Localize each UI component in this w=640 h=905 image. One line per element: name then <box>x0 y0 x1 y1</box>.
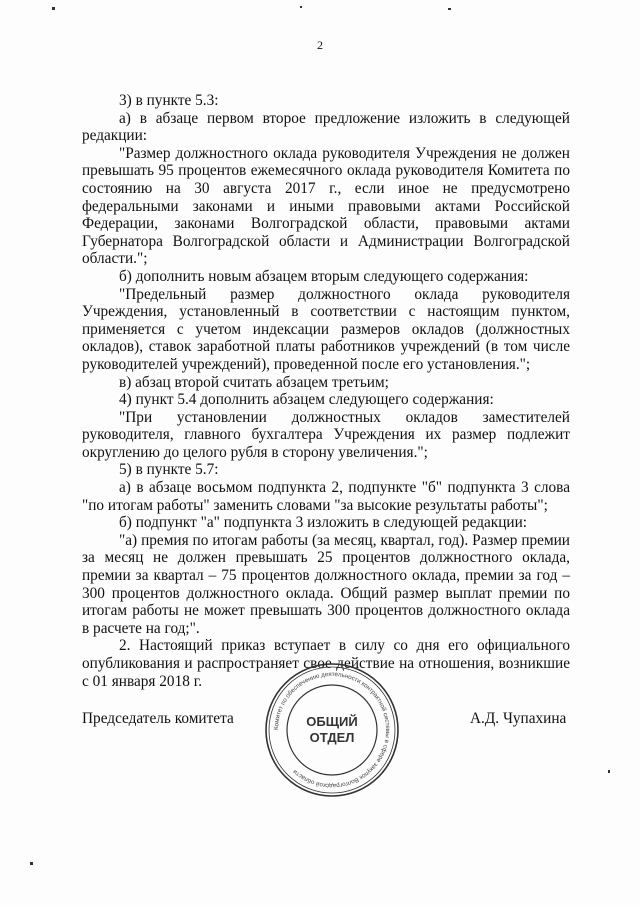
paragraph: "При установлении должностных окладов заместителей руководителя, главного бухгалтера Учреждения их размер подлежит округлению до целого рубля в сторону увеличения."; <box>82 408 570 461</box>
paragraph: б) подпункт "а" подпункта 3 изложить в следующей редакции: <box>119 514 528 532</box>
official-stamp <box>262 660 402 800</box>
paragraph: 5) в пункте 5.7: <box>119 461 219 479</box>
scan-speck <box>608 770 610 773</box>
paragraph: "Размер должностного оклада руководителя Учреждения не должен превышать 95 процентов ежемесячного оклада руководителя Комитета по состоянию на 30 августа 2017 г., если иное не предусмотрено федеральными законами и иными правовыми актами Российской Федерации, законами Волгоградской области, правовыми актами Губернатора Волгоградской области и Администрации Волгоградской области."; <box>82 144 570 268</box>
paragraph: 2. Настоящий приказ вступает в силу со дня его официального опубликования и распространяет свое действие на отношения, возникшие с 01 января 2018 г. <box>82 637 570 690</box>
page-number: 2 <box>317 38 323 52</box>
signatory-position: Председатель комитета <box>82 710 234 727</box>
scan-speck <box>30 862 33 865</box>
signatory-name: А.Д. Чупахина <box>470 710 567 727</box>
paragraph: 4) пункт 5.4 дополнить абзацем следующего содержания: <box>119 391 494 409</box>
stamp-center-line2: ОТДЕЛ <box>309 730 355 745</box>
stamp-graphic <box>262 660 402 800</box>
paragraph: "а) премия по итогам работы (за месяц, квартал, год). Размер премии за месяц не должен превышать 25 процентов должностного оклада, премии за квартал – 75 процентов должностного оклада, премии за год – 300 процентов должностного оклада. Общий размер выплат премии по итогам работы не может превышать 300 процентов должностного оклада в расчете на год;". <box>82 531 570 637</box>
paragraph: "Предельный размер должностного оклада руководителя Учреждения, установленный в соответствии с настоящим пунктом, применяется с учетом индексации размеров окладов (должностных окладов), ставок заработной платы работников учреждений (в том числе руководителей учреждений), проведенной после его установления."; <box>82 285 570 373</box>
paragraph: 3) в пункте 5.3: <box>119 92 219 109</box>
scan-speck <box>52 7 55 10</box>
stamp-ring-text: Комитет по обеспечению деятельности контрактной системы в сфере закупок Волгоградской области <box>272 670 392 790</box>
paragraph: б) дополнить новым абзацем вторым следующего содержания: <box>119 267 529 285</box>
document-body <box>82 92 570 690</box>
paragraph: а) в абзаце восьмом подпункта 2, подпункте "б" подпункта 3 слова "по итогам работы" заменить словами "за высокие результаты работы"; <box>82 479 570 514</box>
paragraph: а) в абзаце первом второе предложение изложить в следующей редакции: <box>82 109 570 145</box>
stamp-center-line1: ОБЩИЙ <box>306 714 358 729</box>
scan-speck <box>300 6 302 8</box>
paragraph: в) абзац второй считать абзацем третьим; <box>119 373 389 391</box>
scan-speck <box>448 8 451 10</box>
